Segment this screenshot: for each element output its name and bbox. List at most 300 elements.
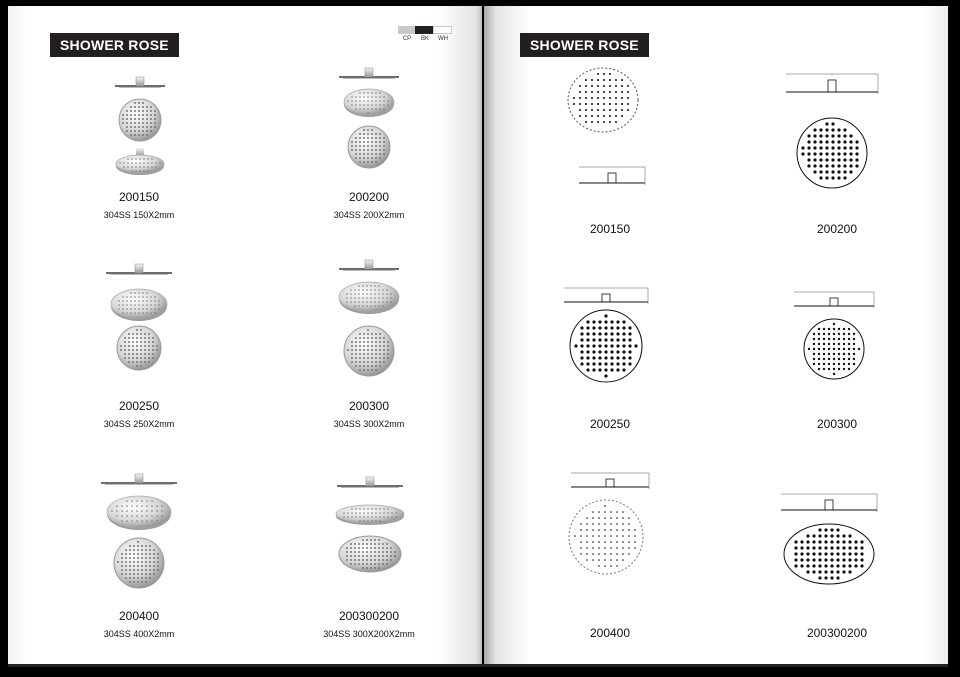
nozzle-hole [144, 337, 146, 339]
nozzle-hole [138, 130, 140, 132]
shower-arm [115, 77, 165, 88]
nozzle-hole [819, 140, 822, 143]
nozzle-hole [836, 552, 839, 555]
nozzle-hole [598, 547, 600, 549]
nozzle-hole [813, 140, 816, 143]
nozzle-hole [351, 145, 353, 147]
nozzle-hole [371, 100, 373, 102]
nozzle-hole [367, 92, 369, 94]
nozzle-hole [350, 543, 352, 545]
nozzle-hole [842, 540, 845, 543]
nozzle-hole [616, 326, 619, 329]
nozzle-hole [129, 557, 131, 559]
nozzle-hole [126, 296, 128, 298]
nozzle-hole [141, 569, 143, 571]
nozzle-hole [149, 557, 151, 559]
nozzle-hole [359, 361, 361, 363]
product-item [39, 399, 239, 429]
nozzle-hole [134, 114, 136, 116]
nozzle-hole [146, 510, 148, 512]
product-spec: 304SS 150X2mm [103, 210, 175, 220]
nozzle-hole [152, 345, 154, 347]
swatch-label-wh: WH [438, 36, 448, 42]
nozzle-hole [350, 551, 352, 553]
nozzle-hole [395, 512, 397, 514]
nozzle-hole [123, 166, 125, 168]
nozzle-hole [390, 555, 392, 557]
nozzle-hole [156, 505, 158, 507]
nozzle-hole [828, 353, 830, 355]
shower-arm [106, 264, 172, 275]
nozzle-hole [818, 540, 821, 543]
nozzle-hole [831, 146, 834, 149]
nozzle-hole [382, 551, 384, 553]
nozzle-hole [604, 547, 606, 549]
nozzle-hole [138, 134, 140, 136]
nozzle-hole [355, 345, 357, 347]
nozzle-hole [371, 104, 373, 106]
nozzle-hole [860, 546, 863, 549]
nozzle-hole [120, 345, 122, 347]
nozzle-hole [136, 345, 138, 347]
nozzle-hole [604, 529, 606, 531]
product-spec: 304SS 300X2mm [333, 419, 405, 429]
nozzle-hole [592, 332, 595, 335]
nozzle-hole [843, 176, 846, 179]
nozzle-hole [808, 348, 810, 350]
nozzle-hole [823, 348, 825, 350]
nozzle-hole [580, 541, 582, 543]
nozzle-hole [126, 520, 128, 522]
nozzle-hole [828, 338, 830, 340]
nozzle-hole [358, 289, 360, 291]
nozzle-hole [823, 368, 825, 370]
nozzle-hole [136, 341, 138, 343]
nozzle-hole [375, 512, 377, 514]
nozzle-hole [363, 141, 365, 143]
nozzle-hole [142, 126, 144, 128]
nozzle-hole [849, 170, 852, 173]
nozzle-hole [146, 134, 148, 136]
nozzle-hole [374, 301, 376, 303]
nozzle-hole [627, 85, 629, 87]
nozzle-hole [151, 158, 153, 160]
nozzle-hole [579, 85, 581, 87]
nozzle-hole [823, 363, 825, 365]
nozzle-hole [366, 539, 368, 541]
nozzle-hole [147, 158, 149, 160]
nozzle-hole [363, 108, 365, 110]
nozzle-hole [126, 114, 128, 116]
nozzle-hole [371, 357, 373, 359]
nozzle-hole [374, 297, 376, 299]
nozzle-hole [818, 338, 820, 340]
nozzle-hole [355, 100, 357, 102]
nozzle-hole [370, 297, 372, 299]
nozzle-hole [151, 510, 153, 512]
nozzle-hole [144, 357, 146, 359]
nozzle-hole [621, 97, 623, 99]
nozzle-hole [378, 305, 380, 307]
nozzle-hole [149, 573, 151, 575]
nozzle-hole [622, 344, 625, 347]
nozzle-hole [573, 103, 575, 105]
nozzle-hole [390, 301, 392, 303]
nozzle-hole [366, 547, 368, 549]
nozzle-hole [133, 569, 135, 571]
nozzle-hole [390, 293, 392, 295]
nozzle-hole [122, 122, 124, 124]
nozzle-hole [136, 337, 138, 339]
nozzle-hole [628, 356, 631, 359]
nozzle-hole [598, 332, 601, 335]
nozzle-hole [616, 356, 619, 359]
nozzle-hole [375, 141, 377, 143]
nozzle-hole [848, 540, 851, 543]
nozzle-hole [604, 320, 607, 323]
nozzle-hole [603, 109, 605, 111]
nozzle-hole [622, 535, 624, 537]
nozzle-hole [379, 100, 381, 102]
nozzle-hole [136, 357, 138, 359]
nozzle-hole [122, 312, 124, 314]
nozzle-hole [824, 564, 827, 567]
nozzle-hole [132, 341, 134, 343]
nozzle-hole [813, 353, 815, 355]
nozzle-hole [622, 356, 625, 359]
nozzle-hole [363, 369, 365, 371]
nozzle-hole [146, 300, 148, 302]
nozzle-hole [150, 296, 152, 298]
nozzle-hole [855, 164, 858, 167]
nozzle-hole [818, 328, 820, 330]
nozzle-hole [142, 134, 144, 136]
nozzle-hole [860, 564, 863, 567]
nozzle-hole [586, 326, 589, 329]
nozzle-hole [363, 516, 365, 518]
nozzle-hole [151, 500, 153, 502]
nozzle-hole [848, 328, 850, 330]
nozzle-hole [159, 162, 161, 164]
nozzle-hole [138, 106, 140, 108]
nozzle-hole [375, 96, 377, 98]
nozzle-hole [131, 166, 133, 168]
nozzle-hole [838, 358, 840, 360]
nozzle-hole [828, 363, 830, 365]
nozzle-hole [800, 564, 803, 567]
nozzle-hole [161, 515, 163, 517]
nozzle-hole [358, 563, 360, 565]
nozzle-hole [603, 79, 605, 81]
nozzle-hole [367, 96, 369, 98]
nozzle-hole [153, 561, 155, 563]
nozzle-hole [367, 369, 369, 371]
nozzle-hole [800, 552, 803, 555]
nozzle-hole [375, 341, 377, 343]
nozzle-hole [126, 312, 128, 314]
nozzle-hole [135, 158, 137, 160]
nozzle-hole [838, 368, 840, 370]
nozzle-hole [848, 368, 850, 370]
nozzle-hole [149, 565, 151, 567]
nozzle-hole [363, 153, 365, 155]
nozzle-hole [813, 146, 816, 149]
technical-drawing [568, 68, 638, 132]
nozzle-hole [831, 170, 834, 173]
nozzle-hole [374, 551, 376, 553]
nozzle-hole [362, 567, 364, 569]
nozzle-hole [830, 564, 833, 567]
nozzle-hole [140, 357, 142, 359]
section-header: SHOWER ROSE [520, 33, 649, 57]
nozzle-hole [134, 126, 136, 128]
nozzle-hole [375, 349, 377, 351]
nozzle-hole [354, 555, 356, 557]
nozzle-hole [616, 511, 618, 513]
nozzle-hole [591, 109, 593, 111]
nozzle-hole [378, 285, 380, 287]
nozzle-hole [133, 553, 135, 555]
nozzle-hole [142, 122, 144, 124]
nozzle-hole [125, 549, 127, 551]
nozzle-hole [375, 157, 377, 159]
nozzle-hole [150, 114, 152, 116]
shower-arm [339, 68, 399, 79]
nozzle-hole [126, 505, 128, 507]
nozzle-hole [812, 534, 815, 537]
nozzle-hole [628, 338, 631, 341]
nozzle-hole [806, 540, 809, 543]
nozzle-hole [358, 543, 360, 545]
nozzle-hole [621, 79, 623, 81]
nozzle-hole [604, 332, 607, 335]
nozzle-hole [152, 337, 154, 339]
nozzle-hole [350, 547, 352, 549]
nozzle-hole [122, 118, 124, 120]
nozzle-hole [154, 312, 156, 314]
nozzle-hole [363, 353, 365, 355]
nozzle-hole [818, 358, 820, 360]
product-item [269, 399, 469, 429]
nozzle-hole [367, 141, 369, 143]
nozzle-hole [836, 564, 839, 567]
nozzle-hole [836, 540, 839, 543]
nozzle-hole [598, 529, 600, 531]
nozzle-hole [592, 362, 595, 365]
nozzle-hole [604, 541, 606, 543]
nozzle-hole [152, 357, 154, 359]
nozzle-hole [579, 109, 581, 111]
nozzle-hole [351, 141, 353, 143]
nozzle-hole [621, 85, 623, 87]
nozzle-hole [819, 170, 822, 173]
nozzle-hole [592, 535, 594, 537]
nozzle-hole [149, 549, 151, 551]
nozzle-hole [126, 118, 128, 120]
nozzle-hole [585, 97, 587, 99]
nozzle-hole [122, 300, 124, 302]
nozzle-hole [370, 547, 372, 549]
nozzle-hole [137, 545, 139, 547]
nozzle-hole [350, 563, 352, 565]
product-code: 200250 [118, 399, 160, 413]
nozzle-hole [138, 118, 140, 120]
nozzle-hole [586, 535, 588, 537]
nozzle-hole [833, 358, 835, 360]
nozzle-hole [146, 110, 148, 112]
nozzle-hole [837, 158, 840, 161]
nozzle-hole [836, 570, 839, 573]
nozzle-hole [358, 547, 360, 549]
nozzle-hole [156, 349, 158, 351]
nozzle-hole [843, 363, 845, 365]
nozzle-hole [836, 558, 839, 561]
nozzle-hole [848, 534, 851, 537]
nozzle-hole [371, 337, 373, 339]
nozzle-hole [375, 333, 377, 335]
nozzle-hole [141, 557, 143, 559]
nozzle-hole [355, 361, 357, 363]
nozzle-hole [125, 561, 127, 563]
nozzle-hole [379, 96, 381, 98]
nozzle-hole [386, 555, 388, 557]
nozzle-hole [359, 133, 361, 135]
nozzle-hole [354, 559, 356, 561]
nozzle-hole [367, 104, 369, 106]
nozzle-hole [351, 512, 353, 514]
nozzle-hole [138, 110, 140, 112]
nozzle-hole [370, 563, 372, 565]
nozzle-hole [128, 341, 130, 343]
nozzle-hole [823, 338, 825, 340]
nozzle-hole [813, 170, 816, 173]
nozzle-hole [137, 557, 139, 559]
nozzle-hole [580, 326, 583, 329]
nozzle-hole [386, 543, 388, 545]
nozzle-hole [367, 516, 369, 518]
nozzle-hole [359, 137, 361, 139]
nozzle-hole [622, 529, 624, 531]
nozzle-hole [604, 326, 607, 329]
nozzle-hole [130, 308, 132, 310]
nozzle-hole [359, 349, 361, 351]
nozzle-hole [371, 333, 373, 335]
nozzle-hole [394, 551, 396, 553]
nozzle-hole [128, 357, 130, 359]
nozzle-hole [848, 333, 850, 335]
nozzle-hole [350, 297, 352, 299]
nozzle-hole [379, 341, 381, 343]
nozzle-hole [139, 170, 141, 172]
nozzle-hole [386, 563, 388, 565]
nozzle-hole [794, 552, 797, 555]
nozzle-hole [836, 528, 839, 531]
nozzle-hole [138, 308, 140, 310]
nozzle-hole [825, 170, 828, 173]
nozzle-hole [151, 520, 153, 522]
nozzle-hole [374, 293, 376, 295]
nozzle-hole [379, 137, 381, 139]
nozzle-hole [598, 362, 601, 365]
nozzle-hole [838, 343, 840, 345]
nozzle-hole [379, 153, 381, 155]
nozzle-hole [137, 573, 139, 575]
nozzle-hole [136, 510, 138, 512]
product-code: 200200 [348, 190, 390, 204]
nozzle-hole [140, 345, 142, 347]
nozzle-hole [853, 338, 855, 340]
nozzle-hole [367, 361, 369, 363]
nozzle-hole [355, 365, 357, 367]
nozzle-hole [142, 308, 144, 310]
nozzle-hole [830, 534, 833, 537]
nozzle-hole [838, 353, 840, 355]
section-header: SHOWER ROSE [50, 33, 179, 57]
nozzle-hole [597, 91, 599, 93]
nozzle-hole [383, 137, 385, 139]
nozzle-hole [383, 341, 385, 343]
nozzle-hole [362, 551, 364, 553]
nozzle-hole [574, 535, 576, 537]
nozzle-hole [616, 338, 619, 341]
nozzle-hole [359, 145, 361, 147]
nozzle-hole [616, 344, 619, 347]
nozzle-hole [610, 320, 613, 323]
nozzle-hole [598, 338, 601, 341]
nozzle-hole [825, 176, 828, 179]
nozzle-hole [806, 570, 809, 573]
nozzle-hole [343, 516, 345, 518]
nozzle-hole [379, 516, 381, 518]
nozzle-hole [598, 553, 600, 555]
nozzle-hole [615, 109, 617, 111]
nozzle-hole [371, 129, 373, 131]
nozzle-hole [136, 361, 138, 363]
nozzle-hole [145, 573, 147, 575]
nozzle-hole [824, 570, 827, 573]
nozzle-hole [370, 543, 372, 545]
nozzle-hole [843, 333, 845, 335]
nozzle-hole [603, 97, 605, 99]
nozzle-hole [628, 362, 631, 365]
nozzle-hole [579, 91, 581, 93]
nozzle-hole [842, 564, 845, 567]
nozzle-hole [146, 304, 148, 306]
nozzle-hole [132, 349, 134, 351]
nozzle-hole [367, 349, 369, 351]
nozzle-hole [359, 92, 361, 94]
nozzle-hole [387, 341, 389, 343]
nozzle-hole [854, 564, 857, 567]
nozzle-hole [598, 356, 601, 359]
nozzle-hole [794, 540, 797, 543]
nozzle-hole [145, 581, 147, 583]
nozzle-hole [130, 106, 132, 108]
nozzle-hole [849, 158, 852, 161]
nozzle-hole [628, 547, 630, 549]
nozzle-hole [134, 106, 136, 108]
nozzle-hole [379, 149, 381, 151]
nozzle-hole [586, 553, 588, 555]
nozzle-hole [616, 547, 618, 549]
nozzle-hole [363, 345, 365, 347]
nozzle-hole [843, 358, 845, 360]
nozzle-hole [355, 349, 357, 351]
nozzle-hole [351, 104, 353, 106]
nozzle-hole [849, 140, 852, 143]
nozzle-hole [386, 559, 388, 561]
nozzle-hole [843, 328, 845, 330]
